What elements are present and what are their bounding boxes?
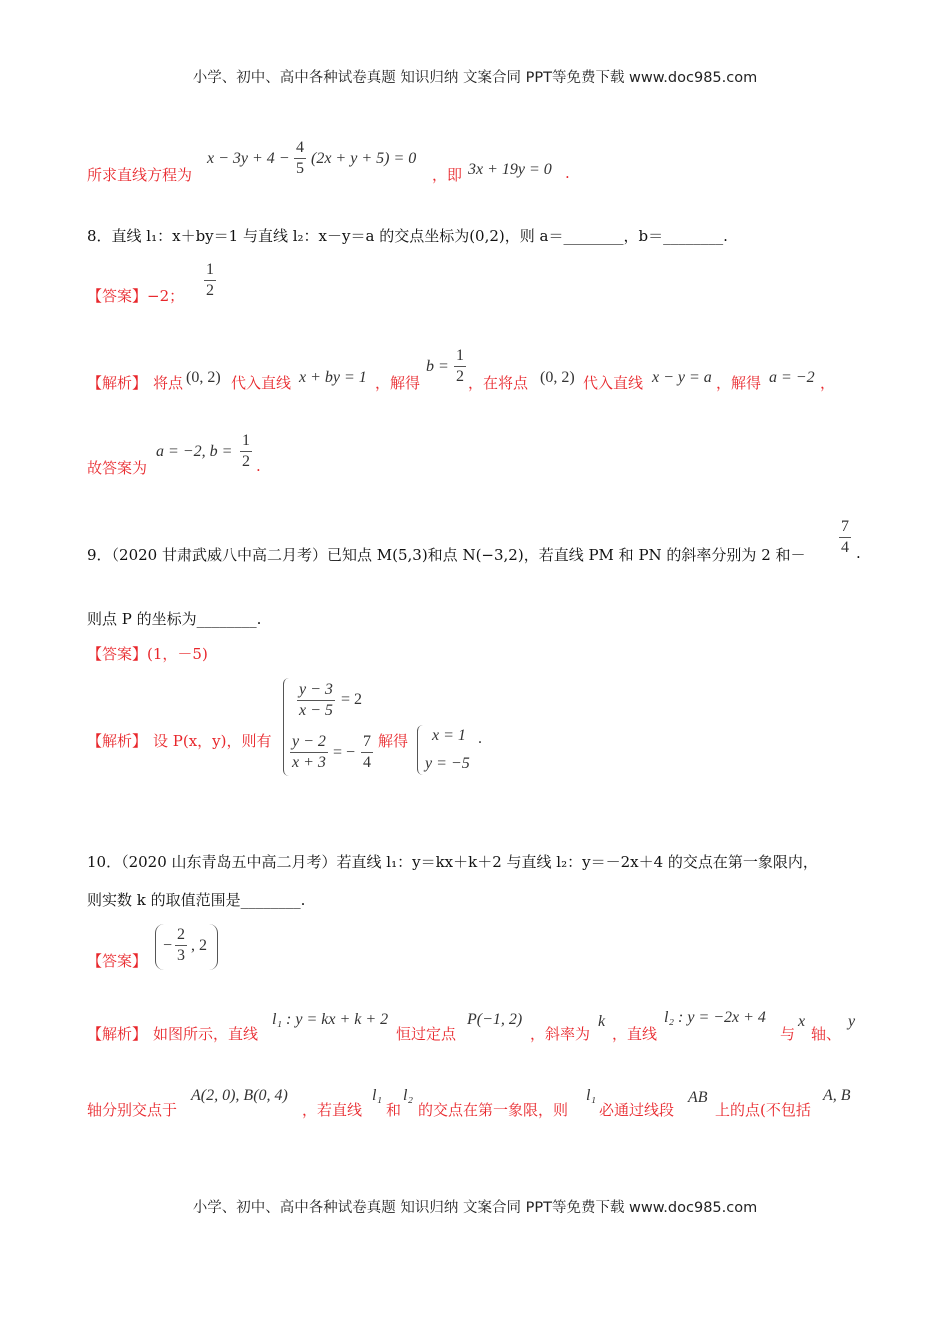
math: = − [333, 744, 356, 761]
denominator: 5 [296, 160, 304, 177]
fraction [175, 925, 187, 966]
analysis-text: 恒过定点 [396, 1025, 457, 1043]
math: l₁ [586, 1087, 597, 1104]
numerator: y − 3 [297, 680, 335, 701]
analysis-text: ，解得 [716, 374, 762, 392]
page-header: 小学、初中、高中各种试卷真题 知识归纳 文案合同 PPT等免费下载 www.doc985.com [192, 70, 758, 86]
prev-math-a: x − 3y + 4 − [207, 150, 290, 167]
analysis-text: ， [820, 374, 836, 392]
fraction [240, 431, 252, 472]
analysis-text: 轴分别交点于 [87, 1101, 178, 1119]
numerator: 1 [204, 260, 216, 281]
analysis-text: 将点 [153, 374, 184, 392]
analysis-text: 上的点(不包括 [715, 1101, 811, 1119]
prev-mid: ，即 [432, 166, 463, 184]
math: P(−1, 2) [467, 1011, 523, 1028]
prev-math-c: 3x + 19y = 0 [468, 161, 552, 178]
question-9: 9．（2020 甘肃武威八中高二月考）已知点 M(5,3)和点 N(−3,2)，若直线 PM 和 PN 的斜率分别为 2 和－ [87, 546, 806, 564]
equation-2 [290, 732, 328, 773]
question-10-line2: 则实数 k 的取值范围是________. [87, 891, 306, 909]
denominator: 4 [841, 539, 849, 556]
numerator: 4 [294, 138, 306, 159]
analysis-text: 代入直线 [231, 374, 292, 392]
denominator: x − 5 [299, 702, 333, 719]
math: l₁ [372, 1087, 383, 1104]
analysis-text: 必通过线段 [599, 1101, 675, 1119]
prev-label: 所求直线方程为 [87, 166, 193, 184]
math: (0, 2) [186, 369, 221, 386]
answer-9: 【答案】(1，－5) [87, 645, 208, 663]
analysis-text: 轴、 [811, 1025, 842, 1043]
period: . [478, 730, 482, 747]
math: = 2 [341, 691, 363, 708]
analysis-10-label: 【解析】 [87, 1025, 148, 1043]
prev-math-b: (2x + y + 5) = 0 [311, 150, 417, 167]
math: A(2, 0), B(0, 4) [191, 1087, 288, 1104]
denominator: 2 [206, 282, 214, 299]
analysis-text: 与 [780, 1025, 796, 1043]
denominator: 2 [242, 453, 250, 470]
prev-fraction [294, 138, 306, 179]
question-10: 10．（2020 山东青岛五中高二月考）若直线 l₁：y＝kx＋k＋2 与直线 l₂：y＝－2x＋4 的交点在第一象限内， [87, 853, 818, 871]
prev-end: . [565, 164, 570, 182]
fraction [839, 517, 851, 558]
analysis-text: 设 P(x，y)，则有 [153, 732, 272, 750]
solution-y: y = −5 [425, 755, 470, 772]
fraction [454, 346, 466, 387]
equation-1 [297, 680, 335, 721]
numerator: 7 [361, 732, 373, 753]
math: b = [426, 358, 449, 375]
math: x + by = 1 [299, 369, 367, 386]
comma: . [856, 544, 861, 562]
analysis-9-label: 【解析】 [87, 732, 148, 750]
math: (0, 2) [540, 369, 575, 386]
analysis-text: 解得 [378, 732, 409, 750]
math: l₂ [403, 1087, 414, 1104]
math: y [848, 1013, 856, 1030]
analysis-text: 的交点在第一象限，则 [418, 1101, 569, 1119]
math: − [163, 937, 173, 954]
math: k [598, 1013, 606, 1030]
right-paren [209, 924, 218, 970]
analysis-text: ，斜率为 [530, 1025, 591, 1043]
fraction [361, 732, 373, 773]
analysis-text: 和 [386, 1101, 402, 1119]
numerator: 1 [240, 431, 252, 452]
analysis-text: 代入直线 [583, 374, 644, 392]
analysis-text: ，若直线 [302, 1101, 363, 1119]
period: . [256, 457, 261, 475]
math: a = −2 [769, 369, 815, 386]
numerator: y − 2 [290, 732, 328, 753]
denominator: 2 [456, 368, 464, 385]
math: , 2 [191, 937, 207, 954]
analysis-text: ，在将点 [468, 374, 529, 392]
page-footer: 小学、初中、高中各种试卷真题 知识归纳 文案合同 PPT等免费下载 www.doc985.com [192, 1200, 758, 1216]
analysis-text: 如图所示，直线 [153, 1025, 259, 1043]
question-9-line2: 则点 P 的坐标为________. [87, 610, 262, 628]
analysis-text: ，直线 [612, 1025, 658, 1043]
math: l₁ : y = kx + k + 2 [272, 1011, 389, 1028]
numerator: 1 [454, 346, 466, 367]
numerator: 7 [839, 517, 851, 538]
math: x [798, 1013, 806, 1030]
answer-8-fraction [204, 260, 216, 301]
math: AB [688, 1089, 708, 1106]
answer-8-label: 【答案】−2； [87, 287, 185, 305]
conclusion-label: 故答案为 [87, 459, 148, 477]
numerator: 2 [175, 925, 187, 946]
answer-10-label: 【答案】 [87, 952, 148, 970]
math: A, B [823, 1087, 851, 1104]
solution-x: x = 1 [432, 727, 466, 744]
question-8: 8．直线 l₁：x＋by＝1 与直线 l₂：x－y＝a 的交点坐标为(0,2)，则 a＝________，b＝________. [87, 227, 728, 245]
denominator: x + 3 [292, 754, 326, 771]
math: l₂ : y = −2x + 4 [664, 1009, 766, 1026]
denominator: 4 [363, 754, 371, 771]
math: a = −2, b = [156, 443, 233, 460]
denominator: 3 [177, 947, 185, 964]
math: x − y = a [652, 369, 712, 386]
analysis-8-label: 【解析】 [87, 374, 148, 392]
analysis-text: ，解得 [375, 374, 421, 392]
